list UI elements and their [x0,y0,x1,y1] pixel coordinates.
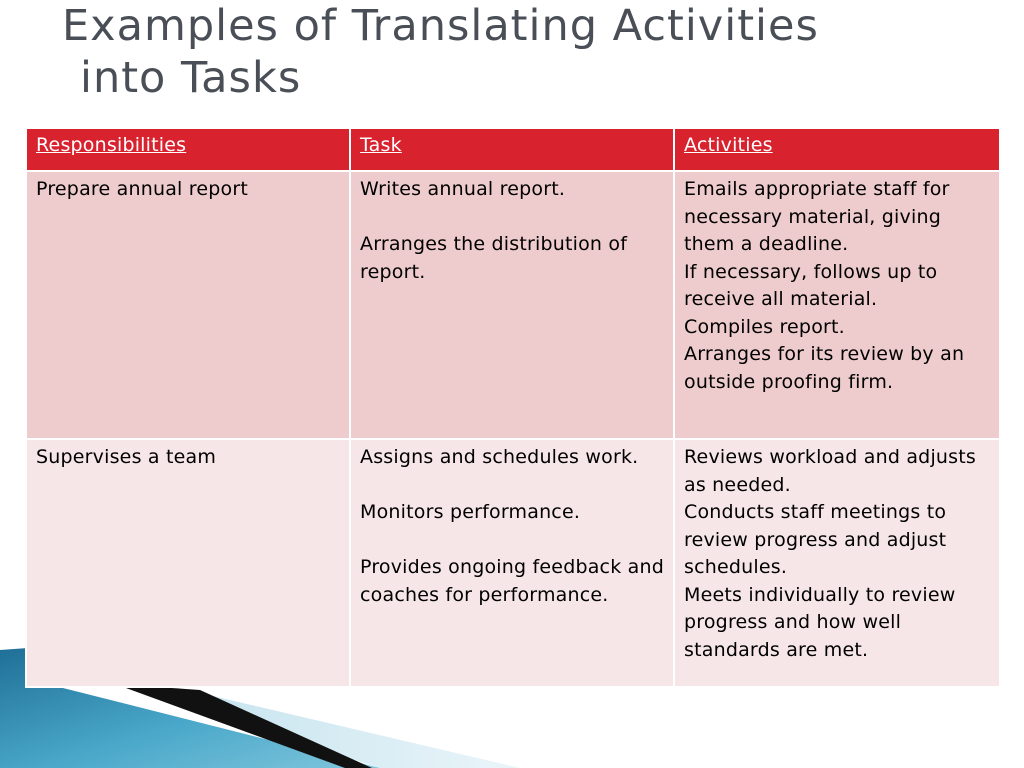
table-row [26,439,1000,687]
activity-item: Meets individually to review progress and how well standards are met. [684,583,956,661]
activity-item: Conducts staff meetings to review progress and adjust schedules. [684,501,947,578]
task-item: Provides ongoing feedback and coaches for performance. [360,556,664,606]
activities-table [25,127,1001,688]
activity-item: Emails appropriate staff for necessary material, giving them a deadline. [684,178,950,255]
header-responsibilities: Responsibilities [26,128,350,171]
cell-task [350,439,674,687]
cell-activities [674,439,1000,687]
header-task: Task [350,128,674,171]
table-header-row [26,128,1000,171]
cell-activities [674,171,1000,439]
slide-title [62,0,819,104]
activity-item: Arranges for its review by an outside proofing firm. [684,343,965,393]
table-row [26,171,1000,439]
cell-task [350,171,674,439]
task-item: Assigns and schedules work. [360,446,639,468]
task-item: Writes annual report. [360,178,566,200]
title-line-2: into Tasks [80,53,302,103]
cell-responsibility: Supervises a team [26,439,350,687]
title-line-1: Examples of Translating Activities [62,1,819,51]
activity-item: Reviews workload and adjusts as needed. [684,446,977,496]
task-item: Monitors performance. [360,501,581,523]
task-item: Arranges the distribution of report. [360,233,628,283]
activity-item: If necessary, follows up to receive all material. [684,260,938,310]
cell-responsibility: Prepare annual report [26,171,350,439]
activity-item: Compiles report. [684,315,845,338]
header-activities: Activities [674,128,1000,171]
